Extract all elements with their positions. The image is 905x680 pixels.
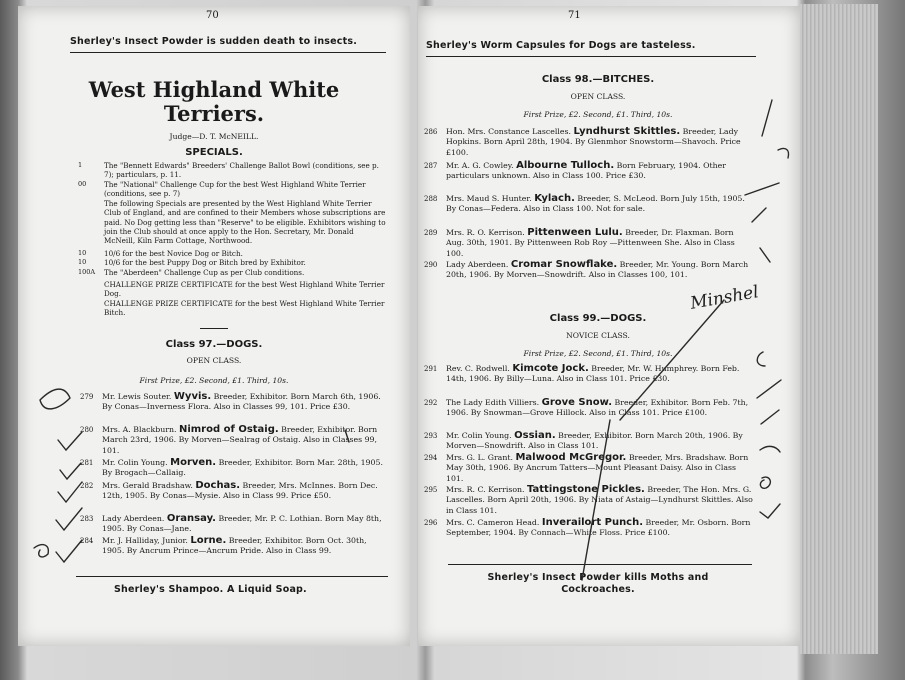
- list-item: 283 Lady Aberdeen. Oransay. Breeder, Mr. P. C. Lothian. Born May 8th, 1905. By Conas—Jane.: [80, 513, 382, 534]
- list-item: 294 Mrs. G. L. Grant. Malwood McGregor. Breeder, Mrs. Bradshaw. Born May 30th, 1906. By Ancrum Tatters—Mount Pleasant Daisy. Also in Class 101.: [424, 452, 749, 483]
- list-item: 279 Mr. Lewis Souter. Wyvis. Breeder, Exhibitor. Born March 6th, 1906. By Conas—Inverness Flora. Also in Classes 99, 101. Price £30.: [80, 391, 381, 412]
- breed-title-line1: West Highland White: [88, 77, 340, 102]
- special-item: CHALLENGE PRIZE CERTIFICATE for the best West Highland White Terrier Dog.: [104, 280, 385, 299]
- prize-line: First Prize, £2. Second, £1. Third, 10s.: [523, 110, 673, 119]
- running-footer-line1: Sherley's Insect Powder kills Moths and: [487, 572, 709, 583]
- class-subheading: OPEN CLASS.: [186, 356, 242, 365]
- running-header: Sherley's Insect Powder is sudden death to insects.: [70, 36, 358, 47]
- list-item: 289 Mrs. R. O. Kerrison. Pittenween Lulu. Breeder, Dr. Flaxman. Born Aug. 30th, 1901. By Pittenween Rob Roy —Pittenween She. Also in Class 100.: [424, 227, 735, 258]
- handwritten-annotation: Minshel: [688, 282, 761, 314]
- list-item: 288 Mrs. Maud S. Hunter. Kylach. Breeder, S. McLeod. Born July 15th, 1905. By Conas—Federa. Also in Class 100. Not for sale.: [424, 193, 745, 214]
- header-rule: [426, 56, 756, 57]
- list-item: 291 Rev. C. Rodwell. Kimcote Jock. Breeder, Mr. W. Humphrey. Born Feb. 14th, 1906. By Billy—Luna. Also in Class 101. Price £30.: [424, 363, 740, 384]
- left-page: [18, 6, 410, 646]
- running-header: Sherley's Worm Capsules for Dogs are tasteless.: [426, 40, 696, 51]
- list-item: 280 Mrs. A. Blackburn. Nimrod of Ostaig. Breeder, Exhibitor. Born March 23rd, 1906. By Morven—Sealrag of Ostaig. Also in Classes 99, 101.: [80, 424, 378, 455]
- judge: Judge—D. T. McNEILL.: [169, 132, 259, 141]
- class-subheading: OPEN CLASS.: [570, 92, 626, 101]
- footer-rule: [448, 564, 752, 565]
- list-item: 284 Mr. J. Halliday, Junior. Lorne. Breeder, Exhibitor. Born Oct. 30th, 1905. By Ancrum Prince—Ancrum Pride. Also in Class 99.: [80, 535, 367, 556]
- list-item: 286 Hon. Mrs. Constance Lascelles. Lyndhurst Skittles. Breeder, Lady Hopkins. Born April 28th, 1904. By Glenmhor Snowstorm—Shavoch. Price £100.: [424, 126, 741, 157]
- running-footer-line2: Cockroaches.: [561, 584, 635, 595]
- list-item: 293 Mr. Colin Young. Ossian. Breeder, Exhibitor. Born March 20th, 1906. By Morven—Snowdrift. Also in Class 101.: [424, 430, 743, 451]
- special-item: The following Specials are presented by the West Highland White Terrier Club of England, and are confined to their Members whose subscriptions are paid. No Dog getting less than "Reserve" to be eligible. Exhibitors wishing to join the Club should at once apply to the Hon. Secretary, Mr. Donald McNeill, Kiln Farm Cottage, Northwood.: [104, 199, 386, 246]
- running-footer: Sherley's Shampoo. A Liquid Soap.: [114, 584, 307, 595]
- list-item: 290 Lady Aberdeen. Cromar Snowflake. Breeder, Mr. Young. Born March 20th, 1906. By Morven—Snowdrift. Also in Classes 100, 101.: [424, 259, 749, 280]
- special-item: 1 The "Bennett Edwards" Breeders' Challenge Ballot Bowl (conditions, see p. 7); particulars, p. 11.: [78, 161, 379, 180]
- class-heading: Class 97.—DOGS.: [165, 339, 263, 350]
- list-item: 292 The Lady Edith Villiers. Grove Snow. Breeder, Exhibitor. Born Feb. 7th, 1906. By Snowman—Grove Hillock. Also in Class 101. Price £100.: [424, 397, 749, 418]
- header-rule: [70, 52, 386, 53]
- page-number: 70: [206, 10, 219, 21]
- class-heading: Class 98.—BITCHES.: [541, 74, 655, 85]
- prize-line: First Prize, £2. Second, £1. Third, 10s.: [139, 376, 289, 385]
- special-item: 10 10/6 for the best Novice Dog or Bitch.: [78, 249, 243, 258]
- special-item: CHALLENGE PRIZE CERTIFICATE for the best West Highland White Terrier Bitch.: [104, 299, 385, 318]
- prize-line: First Prize, £2. Second, £1. Third, 10s.: [523, 349, 673, 358]
- special-item: 100A The "Aberdeen" Challenge Cup as per Club conditions.: [78, 268, 305, 277]
- breed-title-line2: Terriers.: [163, 101, 265, 126]
- list-item: 287 Mr. A. G. Cowley. Albourne Tulloch. Born February, 1904. Other particulars unknown. Also in Class 100. Price £30.: [424, 160, 726, 181]
- page-number: 71: [568, 10, 581, 21]
- class-heading: Class 99.—DOGS.: [549, 313, 647, 324]
- list-item: 281 Mr. Colin Young. Morven. Breeder, Exhibitor. Born Mar. 28th, 1905. By Brogach—Callaig.: [80, 457, 383, 478]
- list-item: 282 Mrs. Gerald Bradshaw. Dochas. Breeder, Mrs. McInnes. Born Dec. 12th, 1905. By Conas—Mysie. Also in Class 99. Price £50.: [80, 480, 378, 501]
- class-subheading: NOVICE CLASS.: [566, 331, 630, 340]
- list-item: 295 Mrs. R. C. Kerrison. Tattingstone Pickles. Breeder, The Hon. Mrs. G. Lascelles. Born April 20th, 1906. By Niata of Astaig—Lyndhurst Skittles. Also in Class 101.: [424, 484, 753, 515]
- special-item: 00 The "National" Challenge Cup for the best West Highland White Terrier (conditions, see p. 7): [78, 180, 366, 199]
- page-edges: [800, 4, 878, 654]
- specials-heading: SPECIALS.: [185, 147, 243, 158]
- divider: [200, 328, 228, 329]
- special-item: 10 10/6 for the best Puppy Dog or Bitch bred by Exhibitor.: [78, 258, 306, 267]
- right-page: [418, 6, 800, 646]
- footer-rule: [76, 576, 388, 577]
- list-item: 296 Mrs. C. Cameron Head. Inverailort Punch. Breeder, Mr. Osborn. Born September, 1904. By Connach—White Floss. Price £100.: [424, 517, 751, 538]
